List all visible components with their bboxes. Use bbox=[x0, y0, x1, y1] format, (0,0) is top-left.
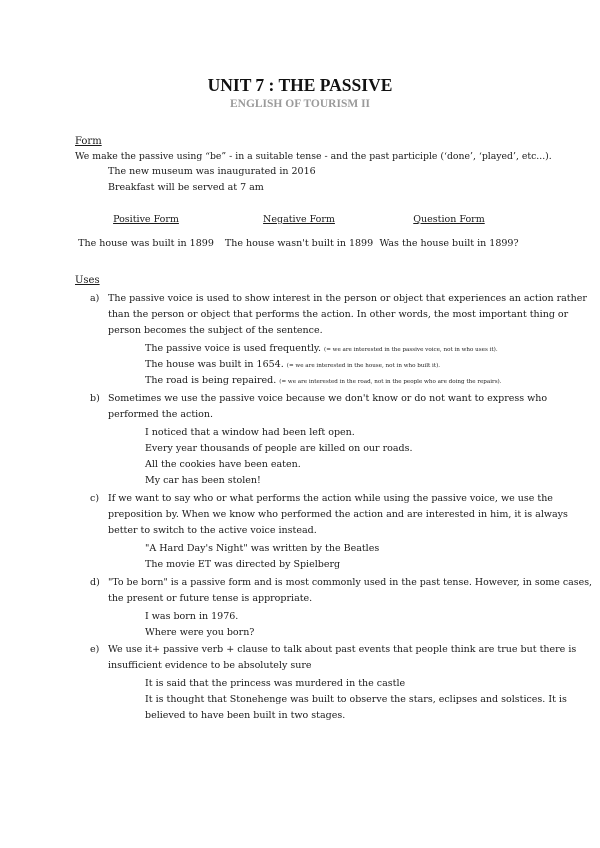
table-cell-positive: The house was built in 1899 bbox=[78, 238, 214, 249]
use-b-example: All the cookies have been eaten. bbox=[145, 459, 301, 470]
use-b-example: I noticed that a window had been left open. bbox=[145, 427, 355, 438]
use-e-line: We use it+ passive verb + clause to talk about past events that people think are true but there is bbox=[108, 644, 577, 655]
use-a-line: than the person or object that performs the action. In other words, the most important thing or bbox=[108, 309, 569, 320]
use-c-line: If we want to say who or what performs the action while using the passive voice, we use the bbox=[108, 493, 553, 504]
use-a-example: The house was built in 1654. (= we are interested in the house, not in who built it). bbox=[145, 359, 441, 370]
use-e-line: insufficient evidence to be absolutely sure bbox=[108, 660, 312, 671]
use-d-example: Where were you born? bbox=[145, 627, 255, 638]
use-e-example: It is thought that Stonehenge was built to observe the stars, eclipses and solstices. It is bbox=[145, 694, 567, 705]
list-marker-a: a) bbox=[90, 293, 100, 304]
use-c-example: "A Hard Day's Night" was written by the Beatles bbox=[145, 543, 380, 554]
use-a-example: The passive voice is used frequently. (= we are interested in the passive voice, not in who uses it). bbox=[145, 343, 498, 354]
use-b-line: performed the action. bbox=[108, 409, 214, 420]
form-example: Breakfast will be served at 7 am bbox=[108, 182, 264, 193]
use-a-example: The road is being repaired. (= we are interested in the road, not in the people who are doing the repairs). bbox=[145, 375, 502, 386]
list-marker-d: d) bbox=[90, 577, 100, 588]
table-header-negative: Negative Form bbox=[263, 214, 335, 225]
use-d-example: I was born in 1976. bbox=[145, 611, 239, 622]
use-a-line: person becomes the subject of the sentence. bbox=[108, 325, 323, 336]
form-heading: Form bbox=[75, 136, 102, 147]
table-header-question: Question Form bbox=[413, 214, 485, 225]
page-title: UNIT 7 : THE PASSIVE bbox=[207, 75, 393, 95]
page-subtitle: ENGLISH OF TOURISM II bbox=[229, 98, 371, 110]
form-intro: We make the passive using “be” - in a suitable tense - and the past participle (‘done’, ‘played’, etc...). bbox=[75, 151, 552, 162]
table-cell-negative: The house wasn't built in 1899 bbox=[224, 238, 374, 249]
use-b-example: Every year thousands of people are killed on our roads. bbox=[145, 443, 413, 454]
table-cell-question: Was the house built in 1899? bbox=[379, 238, 519, 249]
use-c-line: preposition by. When we know who performed the action and are interested in him, it is always bbox=[108, 509, 568, 520]
use-d-line: "To be born" is a passive form and is most commonly used in the past tense. However, in some cases, bbox=[108, 577, 593, 588]
use-e-example: It is said that the princess was murdered in the castle bbox=[145, 678, 406, 689]
use-e-example: believed to have been built in two stages. bbox=[145, 710, 346, 721]
use-b-example: My car has been stolen! bbox=[145, 475, 261, 486]
use-b-line: Sometimes we use the passive voice because we don't know or do not want to express who bbox=[108, 393, 548, 404]
example-note: (= we are interested in the passive voice, not in who uses it). bbox=[324, 347, 498, 353]
uses-heading: Uses bbox=[75, 275, 100, 286]
use-c-line: better to switch to the active voice instead. bbox=[108, 525, 317, 536]
use-c-example: The movie ET was directed by Spielberg bbox=[145, 559, 341, 570]
use-d-line: the present or future tense is appropriate. bbox=[108, 593, 313, 604]
list-marker-e: e) bbox=[90, 644, 100, 655]
table-header-positive: Positive Form bbox=[113, 214, 179, 225]
form-example: The new museum was inaugurated in 2016 bbox=[108, 166, 316, 177]
use-a-line: The passive voice is used to show interest in the person or object that experiences an action rather bbox=[108, 293, 587, 304]
list-marker-b: b) bbox=[90, 393, 100, 404]
list-marker-c: c) bbox=[90, 493, 100, 504]
example-note: (= we are interested in the house, not in who built it). bbox=[286, 363, 441, 369]
example-note: (= we are interested in the road, not in the people who are doing the repairs). bbox=[279, 379, 502, 385]
